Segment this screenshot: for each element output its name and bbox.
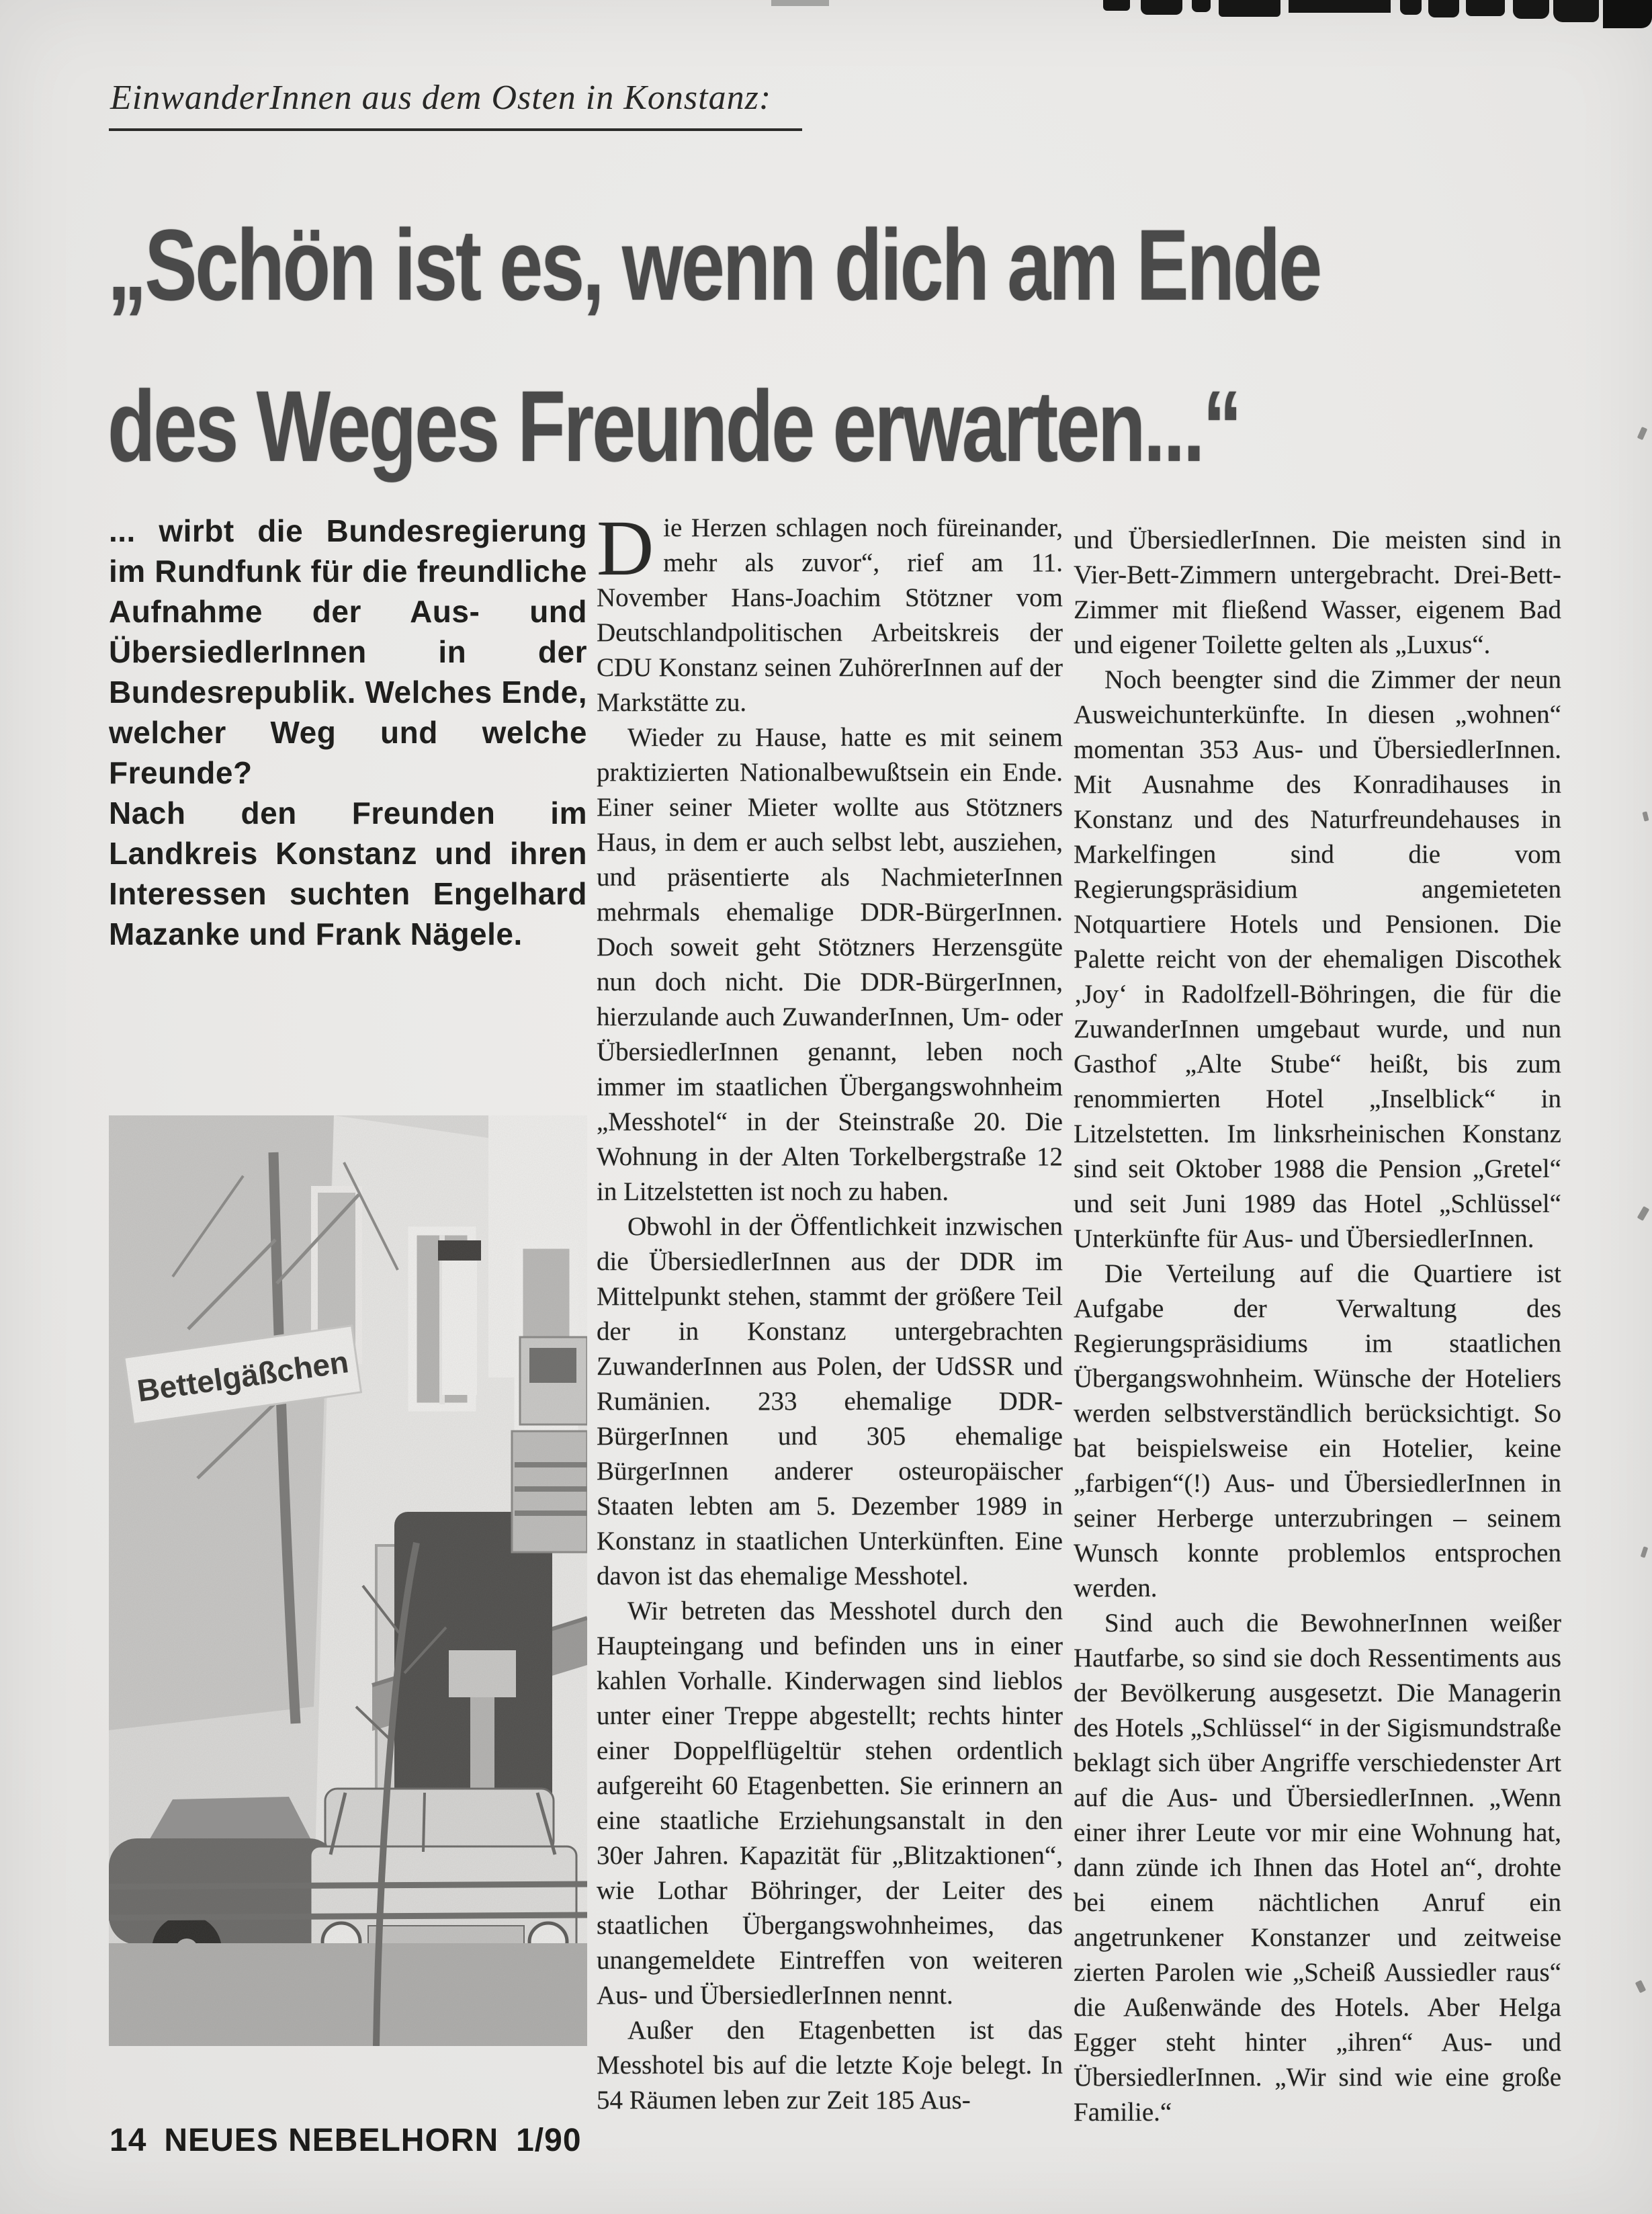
scan-artifact (1428, 0, 1459, 17)
scan-artifact (1103, 0, 1130, 11)
issue-number: 1/90 (516, 2123, 582, 2158)
scan-artifact (1400, 0, 1422, 15)
street-photo-illustration (109, 1115, 587, 2046)
article-paragraph: Sind auch die BewohnerInnen weißer Hautfarbe, so sind sie doch Ressentiments aus der Bevölkerung ausgesetzt. Die Managerin des Hotels „Schlüssel“ in der Sigismundstraße beklagt sich über Angriffe verschiedenster Art auf die Aus- und ÜbersiedlerInnen. „Wenn einer ihrer Leute vor mir eine Wohnung hat, dann zünde ich Ihnen das Hotel an“, drohte bei einem nächtlichen Anruf ein angetrunkener Konstanzer und zeitweise zierten Parolen wie „Scheiß Aussiedler raus“ die Außenwände des Hotels. Aber Helga Egger steht hinter „ihren“ Aus- und ÜbersiedlerInnen. „Wir sind wie eine große Familie.“ (1074, 1609, 1561, 2127)
scan-smudge (1637, 427, 1648, 440)
scan-artifact (1219, 0, 1280, 17)
scan-artifact (1603, 0, 1652, 28)
street-photo (109, 1115, 587, 2046)
scan-artifact (1553, 0, 1599, 22)
page-footer (110, 2122, 582, 2159)
article-paragraph: Wieder zu Hause, hatte es mit seinem praktizierten Nationalbewußtsein ein Ende. Einer seiner Mieter wollte aus Stötzners Haus, in dem er auch selbst lebt, ausziehen, und präsentierte als NachmieterInnen mehrmals ehemalige DDR-BürgerInnen. Doch soweit geht Stötzners Herzensgüte nun doch nicht. Die DDR-BürgerInnen, hierzulande auch ZuwanderInnen, Um- oder ÜbersiedlerInnen genannt, leben noch immer im staatlichen Übergangswohnheim „Messhotel“ in der Steinstraße 20. Die Wohnung in der Alten Torkelbergstraße 12 in Litzelstetten ist noch zu haben. (597, 723, 1063, 1206)
intro-paragraph-1: ... wirbt die Bundesregierung im Rundfunk für die freundliche Aufnahme der Aus- und ÜbersiedlerInnen in der Bundesrepublik. Welches Ende, welcher Weg und welche Freunde? (109, 513, 587, 790)
article-paragraph: Wir betreten das Messhotel durch den Haupteingang und befinden uns in einer kahlen Vorhalle. Kinderwagen sind lieblos unter einer Treppe abgestellt; rechts hinter einer Doppelflügeltür stehen ordentlich aufgereiht 60 Etagenbetten. Sie erinnern an eine staatliche Erziehungsanstalt in den 30er Jahren. Kapazität für „Blitzaktionen“, wie Lothar Böhringer, der Leiter des staatlichen Übergangswohnheimes, das unangemeldete Eintreffen von weiteren Aus- und ÜbersiedlerInnen nennt. (597, 1596, 1063, 2010)
article-paragraph (597, 504, 1063, 720)
scan-artifact (771, 0, 829, 6)
headline-line-2: des Weges Freunde erwarten...“ (107, 370, 1240, 482)
scan-artifact (1141, 0, 1182, 15)
article-paragraph: Die Verteilung auf die Quartiere ist Aufgabe der Verwaltung des Regierungspräsidiums im staatlichen Übergangswohnheim. Wünsche der Hoteliers werden selbstverständlich berücksichtigt. So bat beispielsweise ein Hotelier, keine „farbigen“(!) Aus- und ÜbersiedlerInnen in seiner Herberge unterzubringen – seinem Wunsch konnte problemlos entsprochen werden. (1074, 1259, 1561, 1603)
scan-smudge (1641, 1546, 1649, 1558)
article-column-right (1074, 523, 1561, 2130)
paragraph-text: ie Herzen schlagen noch füreinander, mehr als zuvor“, rief am 11. November Hans-Joachim Stötzner vom Deutschlandpolitischen Arbeitskreis der CDU Konstanz seinen ZuhörerInnen auf der Markstätte zu. (597, 513, 1063, 717)
scan-smudge (1637, 1206, 1650, 1221)
scan-smudge (1635, 1980, 1646, 1994)
page-number: 14 (110, 2123, 147, 2158)
magazine-title: NEUES NEBELHORN (164, 2123, 499, 2158)
intro-paragraph-2: Nach den Freunden im Landkreis Konstanz und ihren Interessen suchten Engelhard Mazanke und Frank Nägele. (109, 796, 587, 951)
article-paragraph: Obwohl in der Öffentlichkeit inzwischen die ÜbersiedlerInnen aus der DDR im Mittelpunkt stehen, stammt der größere Teil der in Konstanz untergebrachten ZuwanderInnen aus Polen, der UdSSR und Rumänien. 233 ehemalige DDR-BürgerInnen und 305 ehemalige BürgerInnen anderer osteuropäischer Staaten lebten am 5. Dezember 1989 in Konstanz in staatlichen Unterkünften. Eine davon ist das ehemalige Messhotel. (597, 1212, 1063, 1590)
scan-artifact (1466, 0, 1505, 16)
scan-artifact (1192, 0, 1211, 12)
photo-grain (109, 1115, 587, 2046)
headline-line-1: „Schön ist es, wenn dich am Ende (107, 208, 1321, 321)
scan-smudge (1642, 811, 1649, 821)
article-paragraph: und ÜbersiedlerInnen. Die meisten sind in Vier-Bett-Zimmern untergebracht. Drei-Bett-Zimmer mit fließend Wasser, eigenem Bad und eigener Toilette gelten als „Luxus“. (1074, 525, 1561, 659)
article-column-middle (597, 504, 1063, 2118)
article-paragraph: Außer den Etagenbetten ist das Messhotel bis auf die letzte Koje belegt. In 54 Räumen leben zur Zeit 185 Aus- (597, 2016, 1063, 2115)
article-paragraph: Noch beengter sind die Zimmer der neun Ausweichunterkünfte. In diesen „wohnen“ momentan 353 Aus- und ÜbersiedlerInnen. Mit Ausnahme des Konradihauses in Konstanz und des Naturfreundehauses in Markelfingen sind die vom Regierungspräsidium angemieteten Notquartiere Hotels und Pensionen. Die Palette reicht von der ehemaligen Discothek ‚Joy‘ in Radolfzell-Böhringen, die für die ZuwanderInnen umgebaut wurde, und nun Gasthof „Alte Stube“ heißt, bis zum renommierten Hotel „Inselblick“ in Litzelstetten. Im linksrheinischen Konstanz sind seit Oktober 1988 die Pension „Gretel“ und seit Juni 1989 das Hotel „Schlüssel“ Unterkünfte für Aus- und ÜbersiedlerInnen. (1074, 665, 1561, 1253)
intro-column (109, 511, 587, 954)
dropcap: D (597, 504, 654, 592)
kicker: EinwanderInnen aus dem Osten in Konstanz: (109, 78, 802, 131)
scan-artifact (1513, 0, 1549, 19)
scan-artifact (1289, 0, 1391, 13)
